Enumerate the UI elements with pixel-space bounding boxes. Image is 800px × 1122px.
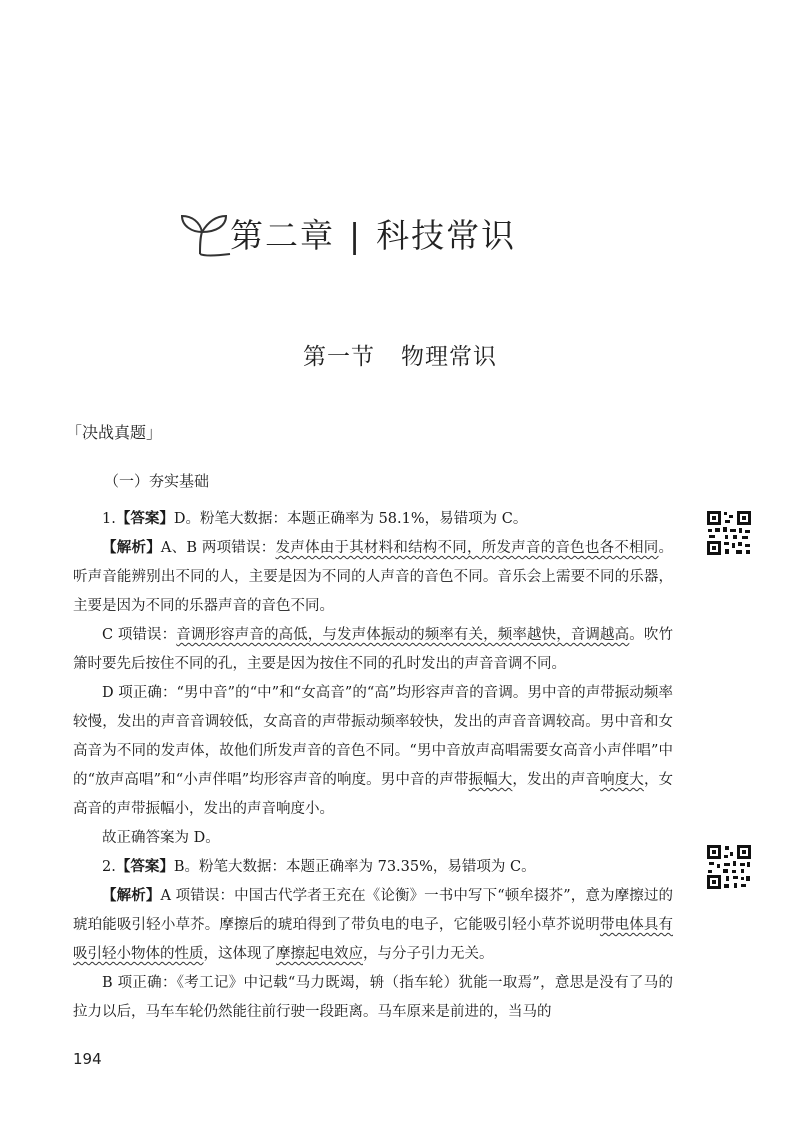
q2-analysis-a: 【解析】A 项错误：中国古代学者王充在《论衡》一书中写下“顿牟掇芥”，意为摩擦过的琥珀能吸引轻小草芥。摩擦后的琥珀得到了带负电的电子，它能吸引轻小草芥说明带电体具有吸引轻小物体的性质，这体现了摩擦起电效应，与分子引力无关。 <box>73 888 674 962</box>
chapter-separator: | <box>349 216 363 255</box>
emphasis-text: 带电体具有吸引轻小物体的性质 <box>73 917 674 962</box>
q1-analysis-c: C 项错误：音调形容声音的高低，与发声体振动的频率有关，频率越快，音调越高。吹竹箫时要先后按住不同的孔，主要是因为按住不同的孔时发出的声音音调不同。 <box>73 627 674 672</box>
sub-heading: （一）夯实基础 <box>104 472 210 490</box>
q2-answer: 2.【答案】B。粉笔大数据：本题正确率为 73.35%，易错项为 C。 <box>102 859 536 875</box>
section-number: 第一节 <box>303 344 375 370</box>
answer-content <box>73 505 673 1027</box>
section-title <box>0 338 800 371</box>
emphasis-text: 响度大 <box>600 772 644 788</box>
section-name: 物理常识 <box>401 344 497 370</box>
emphasis-text: 振幅大 <box>468 772 513 788</box>
analysis-tag: 【解析】 <box>102 888 161 904</box>
page-number: 194 <box>73 1050 102 1068</box>
q1-analysis-ab: 【解析】A、B 两项错误：发声体由于其材料和结构不同，所发声音的音色也各不相同。听声音能辨别出不同的人，主要是因为不同的人声音的音色不同。音乐会上需要不同的乐器，主要是因为不同的乐器声音的音色不同。 <box>73 540 673 614</box>
emphasis-text: 发声体由于其材料和结构不同，所发声音的音色也各不相同 <box>275 540 659 556</box>
answer-tag: 【答案】 <box>115 859 174 875</box>
chapter-name: 科技常识 <box>376 216 517 255</box>
q1-analysis-d: D 项正确：“男中音”的“中”和“女高音”的“高”均形容声音的音调。男中音的声带振动频率较慢，发出的声音音调较低，女高音的声带振动频率较快，发出的声音音调较高。男中音和女高音为不同的发声体，故他们所发声音的音色不同。“男中音放声高唱需要女高音小声伴唱”中的“放声高唱”和“小声伴唱”均形容声音的响度。男中音的声带振幅大，发出的声音响度大，女高音的声带振幅小，发出的声音响度小。 <box>73 685 674 817</box>
qr-code-icon[interactable] <box>705 509 753 557</box>
emphasis-text: 音调形容声音的高低，与发声体振动的频率有关，频率越快，音调越高 <box>176 627 630 643</box>
chapter-title <box>170 200 550 264</box>
exam-heading: 「决战真题」 <box>66 423 163 442</box>
chapter-heading-text <box>230 210 516 257</box>
analysis-tag: 【解析】 <box>102 540 161 556</box>
chapter-number: 第二章 <box>230 216 335 255</box>
q2-analysis-b: B 项正确：《考工记》中记载“马力既竭，辀（指车轮）犹能一取焉”，意思是没有了马的拉力以后，马车车轮仍然能往前行驶一段距离。马车原来是前进的，当马的 <box>73 975 673 1020</box>
answer-tag: 【答案】 <box>115 511 174 527</box>
qr-code-icon[interactable] <box>705 843 753 891</box>
emphasis-text: 摩擦起电效应 <box>276 946 363 962</box>
q1-conclusion: 故正确答案为 D。 <box>102 830 220 846</box>
q1-answer: 1.【答案】D。粉笔大数据：本题正确率为 58.1%，易错项为 C。 <box>102 511 528 527</box>
sprout-icon <box>170 202 232 258</box>
